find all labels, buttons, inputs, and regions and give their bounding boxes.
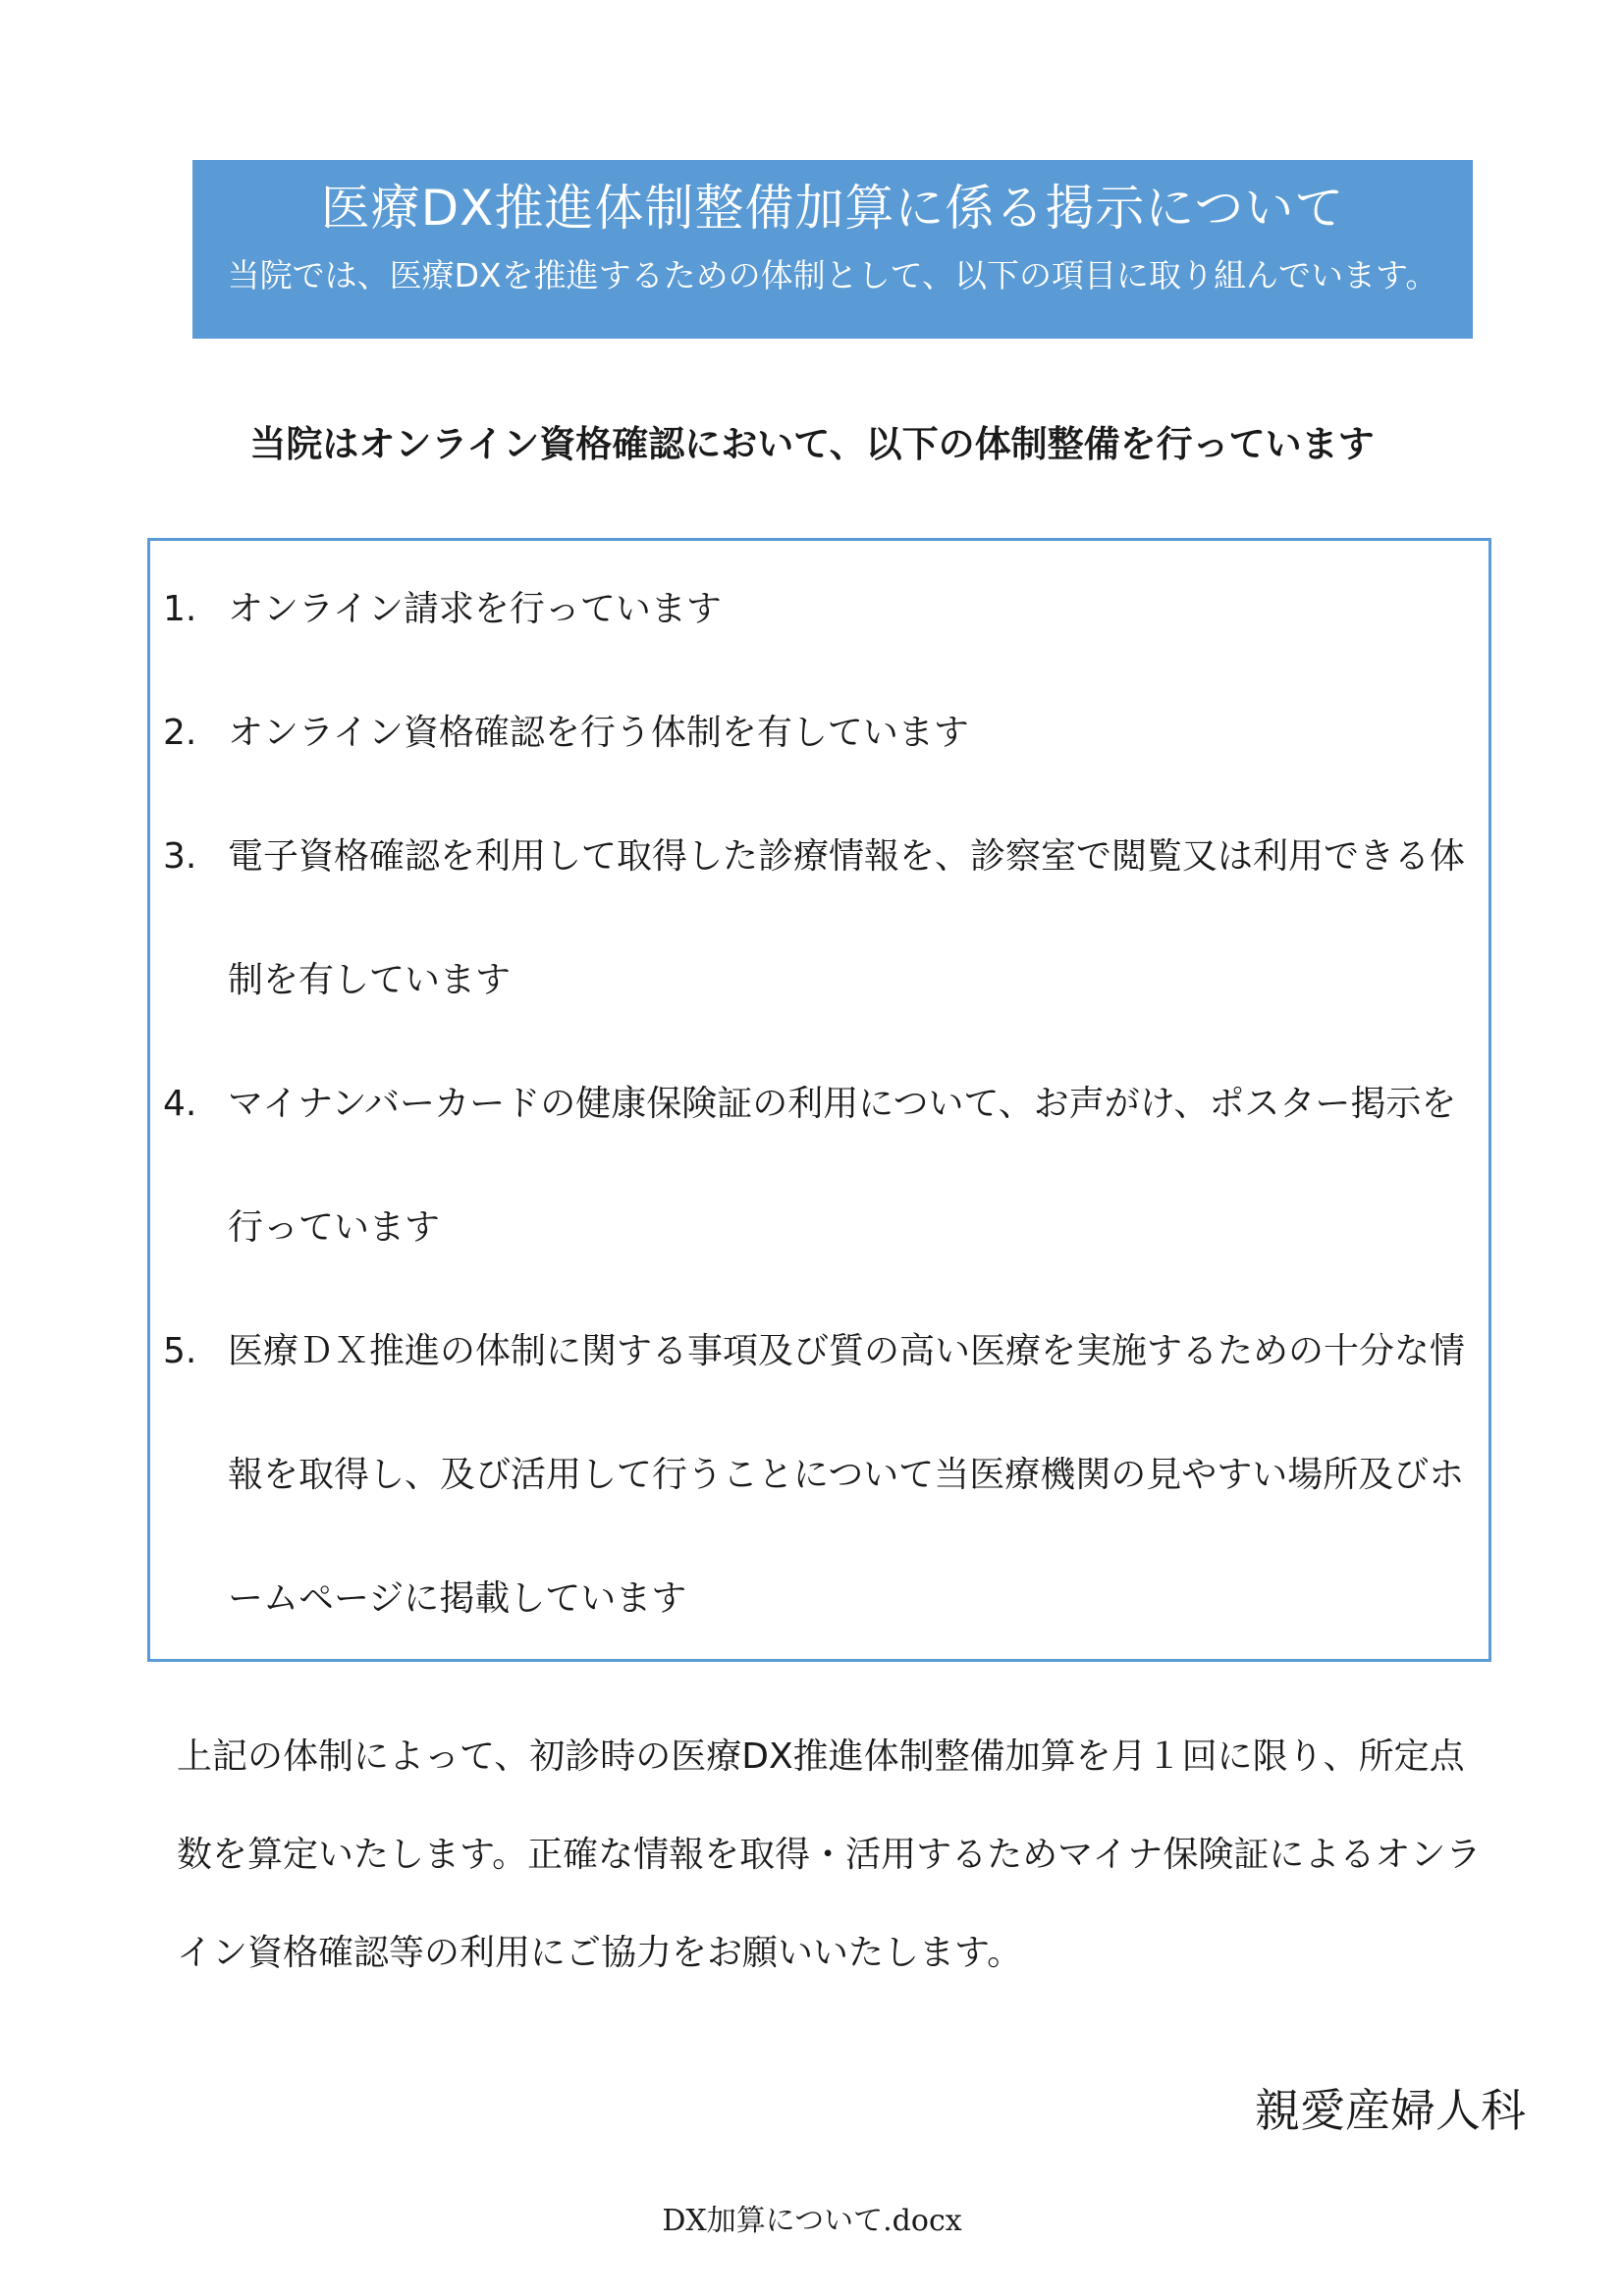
item-number: 2.: [163, 713, 197, 753]
list-item: [163, 1290, 1479, 1661]
footer-filename: DX加算について.docx: [662, 2204, 962, 2238]
item-text: オンライン資格確認を行う体制を有しています: [228, 713, 969, 753]
item-number: 4.: [163, 1084, 197, 1124]
item-text: オンライン請求を行っています: [228, 589, 722, 629]
item-text: 電子資格確認を利用して取得した診療情報を、診察室で閲覧又は利用できる体制を有しています: [228, 836, 1466, 1000]
closing-paragraph: 上記の体制によって、初診時の医療DX推進体制整備加算を月１回に限り、所定点数を算定いたします。正確な情報を取得・活用するためマイナ保険証によるオンライン資格確認等の利用にご協力をお願いいたします。: [177, 1736, 1482, 1973]
item-text: 医療ＤＸ推進の体制に関する事項及び質の高い医療を実施するための十分な情報を取得し、及び活用して行うことについて当医療機関の見やすい場所及びホームページに掲載しています: [228, 1331, 1466, 1619]
item-text: マイナンバーカードの健康保険証の利用について、お声がけ、ポスター掲示を行っています: [228, 1084, 1457, 1248]
item-number: 5.: [163, 1331, 197, 1371]
list-item: [163, 1042, 1479, 1290]
page-title: 医療DX推進体制整備加算に係る掲示について: [320, 180, 1345, 237]
item-number: 1.: [163, 589, 197, 629]
clinic-name: 親愛産婦人科: [1255, 2084, 1526, 2137]
header-banner: [192, 160, 1473, 339]
item-number: 3.: [163, 836, 197, 877]
page-subtitle: 当院では、医療DXを推進するための体制として、以下の項目に取り組んでいます。: [227, 256, 1438, 294]
list-item: [163, 671, 1479, 795]
list-item: [163, 795, 1479, 1042]
lead-heading: 当院はオンライン資格確認において、以下の体制整備を行っています: [249, 423, 1375, 465]
list-item: [163, 548, 1479, 671]
